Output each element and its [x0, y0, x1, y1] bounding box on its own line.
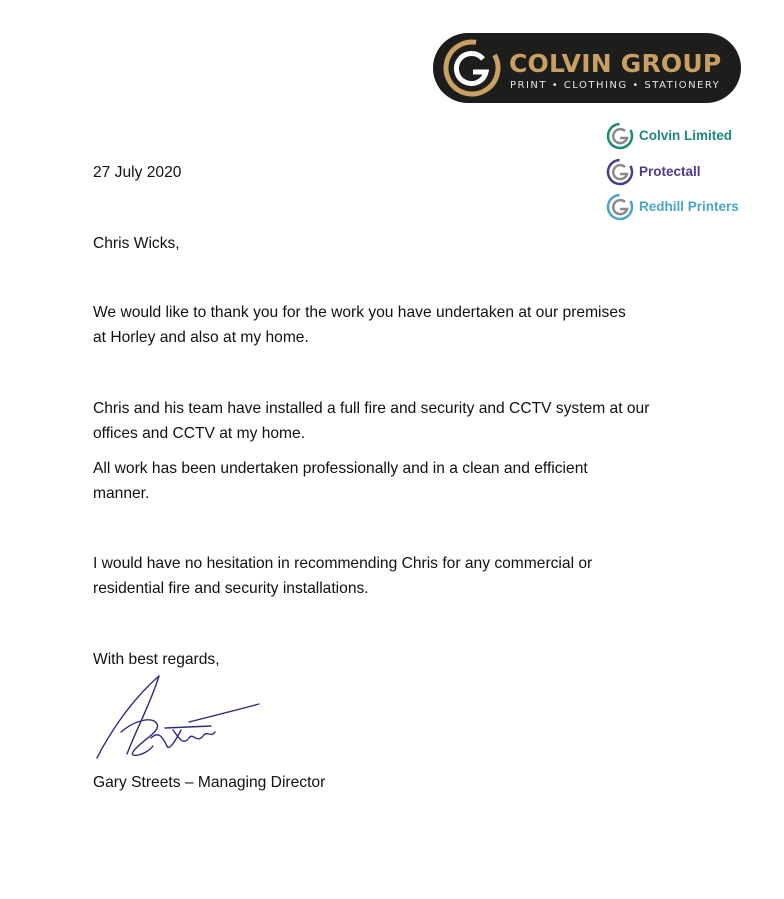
sub-brand-protectall: [606, 158, 766, 186]
sub-brand-name: Protectall: [639, 164, 701, 179]
sub-brand-name: Redhill Printers: [639, 199, 739, 214]
handwritten-signature-icon: [93, 672, 263, 764]
paragraph-installation: [93, 396, 649, 446]
paragraph-line: offices and CCTV at my home.: [93, 425, 306, 442]
protectall-logo-icon: [606, 158, 634, 186]
colvin-limited-logo-icon: [606, 122, 634, 150]
paragraph-recommendation: [93, 551, 592, 601]
paragraph-quality: [93, 456, 588, 506]
letter-closing: With best regards,: [93, 651, 220, 668]
paragraph-line: We would like to thank you for the work you have undertaken at our premises: [93, 304, 626, 321]
sub-brand-redhill-printers: [606, 193, 766, 221]
redhill-printers-logo-icon: [606, 193, 634, 221]
paragraph-thanks: [93, 300, 626, 350]
paragraph-line: I would have no hesitation in recommending Chris for any commercial or: [93, 555, 593, 572]
letter-date: 27 July 2020: [93, 164, 182, 181]
paragraph-line: residential fire and security installations.: [93, 580, 369, 597]
colvin-group-logo: [433, 33, 741, 103]
letter-salutation: Chris Wicks,: [93, 235, 180, 252]
signer-name-title: Gary Streets – Managing Director: [93, 774, 326, 791]
paragraph-line: All work has been undertaken professionally and in a clean and efficient: [93, 460, 588, 477]
sub-brand-colvin-limited: [606, 122, 766, 150]
sub-brand-name: Colvin Limited: [639, 128, 733, 143]
paragraph-line: manner.: [93, 485, 150, 502]
paragraph-line: Chris and his team have installed a full fire and security and CCTV system at our: [93, 400, 650, 417]
colvin-group-logo-mark-icon: [443, 39, 501, 97]
logo-brand-name: COLVIN GROUP: [509, 49, 722, 78]
paragraph-line: at Horley and also at my home.: [93, 329, 309, 346]
logo-tagline: PRINT • CLOTHING • STATIONERY: [510, 80, 721, 91]
